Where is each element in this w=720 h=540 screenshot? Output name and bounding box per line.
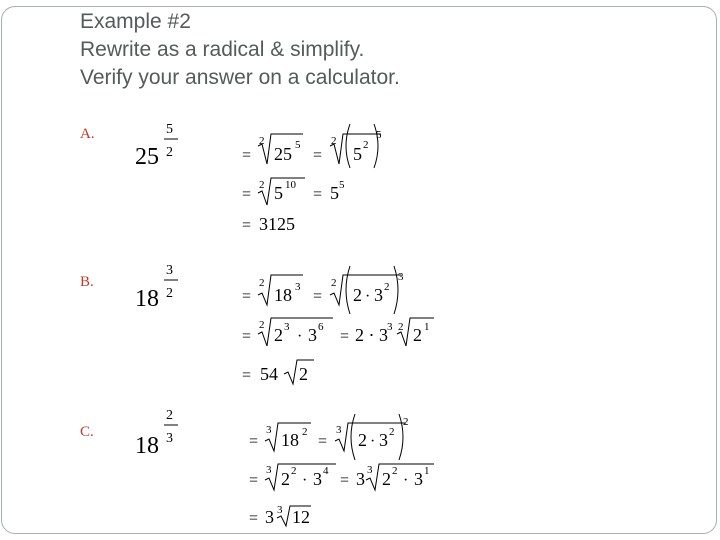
radical-index: 3: [277, 504, 283, 516]
numerator-b: 3: [166, 263, 173, 278]
radical-index: 2: [259, 319, 265, 331]
radical-index: 3: [266, 424, 272, 436]
radicand-1-exponent: 2: [392, 465, 398, 477]
title-line-3: Verify your answer on a calculator.: [80, 66, 400, 89]
part-label-c: C.: [80, 424, 94, 440]
equals-sign: =: [242, 147, 252, 164]
equals-sign: =: [249, 472, 259, 489]
part-label-b: B.: [80, 274, 94, 290]
part-a-step-2: [242, 179, 345, 203]
factor-b: 3: [379, 430, 388, 450]
result-base: 5: [330, 183, 339, 203]
part-c-step-3: [249, 504, 310, 527]
factor-2: 3: [308, 325, 317, 345]
coefficient: 2 · 3: [355, 325, 388, 345]
factor-1-exponent: 3: [284, 321, 290, 333]
inner-base: 5: [353, 144, 362, 164]
radicand: 2: [413, 325, 422, 345]
part-b-expression: [135, 263, 173, 312]
dot-operator: ·: [365, 288, 371, 305]
inner-exponent: 2: [363, 139, 369, 151]
radicand-base: 25: [274, 144, 292, 164]
factor-2: 3: [313, 469, 322, 489]
radical-index: 2: [259, 179, 265, 191]
base-b: 18: [135, 286, 159, 312]
factor-b: 3: [374, 285, 383, 305]
dot-operator: ·: [403, 472, 409, 489]
paren-open-a1: [346, 124, 350, 168]
coefficient: 54: [260, 364, 278, 384]
paren-open-b1: [346, 266, 350, 314]
radicand-exponent: 2: [302, 426, 308, 438]
coefficient-exponent: 3: [387, 321, 393, 333]
equals-sign: =: [249, 510, 259, 527]
radicand-base: 18: [274, 285, 292, 305]
equals-sign: =: [242, 367, 252, 384]
numerator-a: 5: [166, 122, 173, 137]
denominator-b: 2: [166, 286, 173, 301]
dot-operator: ·: [370, 433, 376, 450]
radical-index: 3: [266, 464, 272, 476]
equals-sign: =: [340, 328, 350, 345]
part-a-expression: [135, 122, 173, 170]
result-exponent: 5: [339, 179, 345, 191]
equals-sign: =: [242, 186, 252, 203]
factor-1: 2: [274, 325, 283, 345]
factor-a: 2: [353, 285, 362, 305]
factor-b-exponent: 2: [384, 281, 390, 293]
radicand-base: 18: [281, 430, 299, 450]
title-line-1: Example #2: [80, 10, 191, 33]
part-b-step-1: [242, 271, 404, 305]
radicand: 12: [292, 507, 310, 527]
radicand-exponent: 1: [424, 321, 430, 333]
denominator-c: 3: [166, 431, 173, 446]
radicand-base: 5: [274, 183, 283, 203]
radical-index: 3: [336, 424, 342, 436]
radical-index: 2: [259, 277, 265, 289]
equals-sign: =: [340, 472, 350, 489]
radicand-2-exponent: 1: [424, 465, 430, 477]
radicand-exponent: 3: [295, 281, 301, 293]
equals-sign: =: [249, 433, 259, 450]
dot-operator: ·: [302, 472, 308, 489]
factor-1: 2: [281, 469, 290, 489]
part-c-step-1: [249, 416, 409, 450]
factor-2-exponent: 4: [323, 465, 329, 477]
radicand-2: 3: [414, 469, 423, 489]
factor-b-exponent: 2: [389, 426, 395, 438]
title-line-2: Rewrite as a radical & simplify.: [80, 38, 365, 61]
equals-sign: =: [242, 217, 252, 234]
factor-2-exponent: 6: [318, 321, 324, 333]
equals-sign: =: [318, 433, 328, 450]
outer-exponent: 2: [403, 416, 409, 428]
outer-exponent: 3: [398, 271, 404, 283]
radicand: 2: [299, 364, 308, 384]
part-b-step-3: [242, 364, 308, 384]
equals-sign: =: [242, 328, 252, 345]
base-a: 25: [135, 144, 159, 170]
part-label-a: A.: [80, 126, 95, 142]
part-c-expression: [135, 408, 173, 459]
coefficient: 3: [356, 469, 365, 489]
radical-index: 2: [331, 277, 337, 289]
numerator-c: 2: [166, 408, 173, 423]
radical-index: 2: [331, 135, 337, 147]
part-a-step-3: [242, 214, 295, 234]
radicand-1: 2: [382, 469, 391, 489]
radical-index: 2: [398, 321, 404, 333]
dot-operator: ·: [297, 328, 303, 345]
factor-1-exponent: 2: [291, 465, 297, 477]
radical-index: 2: [259, 135, 265, 147]
outer-exponent: 5: [376, 129, 382, 141]
equals-sign: =: [313, 288, 323, 305]
paren-open-c1: [351, 414, 355, 460]
coefficient: 3: [265, 507, 274, 527]
radicand-exponent: 10: [285, 179, 296, 191]
denominator-a: 2: [166, 145, 173, 160]
equals-sign: =: [242, 288, 252, 305]
equals-sign: =: [313, 186, 323, 203]
equals-sign: =: [313, 147, 323, 164]
factor-a: 2: [358, 430, 367, 450]
radicand-exponent: 5: [295, 139, 301, 151]
base-c: 18: [135, 433, 159, 459]
result-value: 3125: [259, 214, 295, 234]
radical-index: 3: [367, 464, 373, 476]
